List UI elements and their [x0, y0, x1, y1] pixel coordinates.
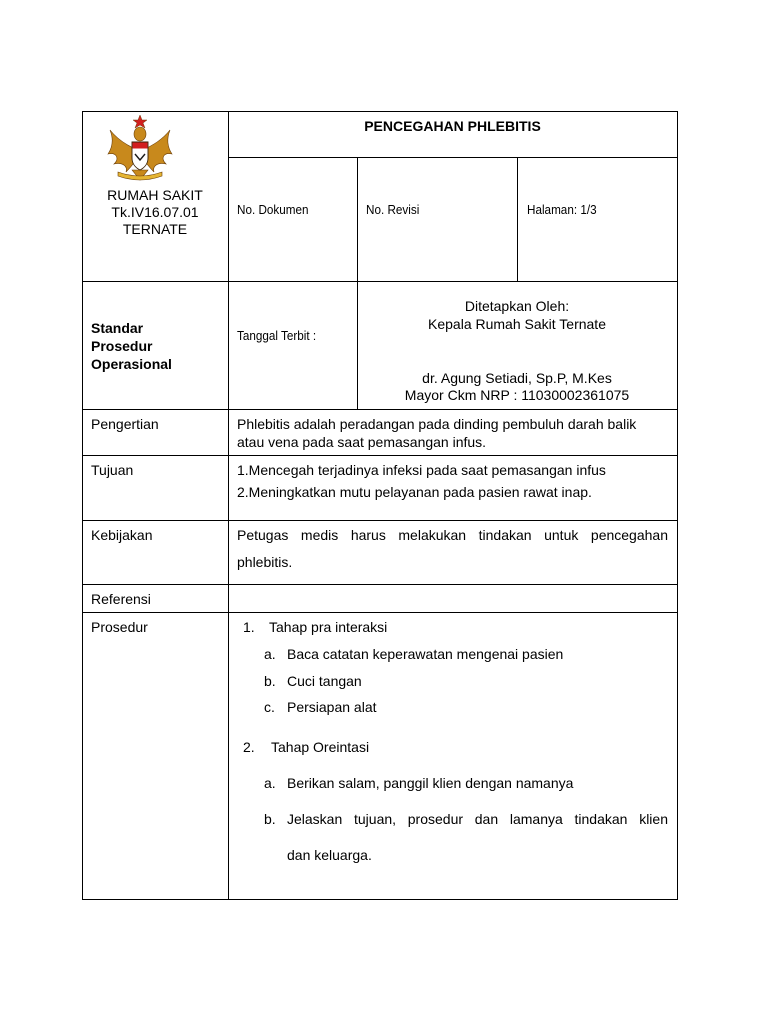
procedure-substep-text-line-2: dan keluarga. — [287, 847, 372, 863]
definition-label: Pengertian — [91, 416, 159, 432]
grid-line — [82, 584, 678, 585]
grid-line — [228, 111, 229, 900]
hospital-emblem-logo — [104, 114, 176, 182]
policy-text-line-2: phlebitis. — [237, 554, 293, 570]
policy-text-line-1: Petugas medis harus melakukan tindakan untuk pencegahan — [237, 527, 668, 543]
reference-label: Referensi — [91, 591, 151, 607]
grid-line — [82, 455, 678, 456]
hospital-name-line-1: RUMAH SAKIT — [107, 187, 203, 203]
procedure-substep-marker: c. — [264, 699, 275, 715]
grid-line — [82, 409, 678, 410]
sop-label-line-3: Operasional — [91, 356, 172, 372]
definition-text-line-1: Phlebitis adalah peradangan pada dinding pembuluh darah balik — [237, 416, 637, 432]
grid-line — [517, 157, 518, 281]
grid-line — [82, 520, 678, 521]
issue-date-label: Tanggal Terbit : — [237, 328, 317, 343]
procedure-step-2-number: 2. — [243, 739, 255, 755]
procedure-step-2-title: Tahap Oreintasi — [271, 739, 370, 755]
grid-line — [82, 281, 678, 282]
table-border-bottom — [82, 899, 678, 900]
procedure-substep-marker: b. — [264, 673, 276, 689]
table-border-top — [82, 111, 678, 112]
definition-text-line-2: atau vena pada saat pemasangan infus. — [237, 434, 487, 450]
purpose-item-2: 2.Meningkatkan mutu pelayanan pada pasien rawat inap. — [237, 484, 592, 500]
grid-line — [82, 612, 678, 613]
procedure-step-1-title: Tahap pra interaksi — [269, 619, 388, 635]
procedure-substep-text-line-1: Jelaskan tujuan, prosedur dan lamanya tindakan klien — [287, 811, 668, 827]
procedure-substep-text: Baca catatan keperawatan mengenai pasien — [287, 646, 564, 662]
approved-by-label: Ditetapkan Oleh: — [464, 298, 570, 314]
document-title: PENCEGAHAN PHLEBITIS — [364, 118, 541, 134]
procedure-substep-marker: a. — [264, 775, 276, 791]
hospital-name-line-2: Tk.IV16.07.01 — [111, 204, 199, 220]
approver-rank-nrp: Mayor Ckm NRP : 11030002361075 — [404, 387, 630, 403]
procedure-substep-text: Berikan salam, panggil klien dengan namanya — [287, 775, 574, 791]
purpose-label: Tujuan — [91, 462, 134, 478]
revision-number-label: No. Revisi — [366, 202, 420, 217]
sop-label-line-2: Prosedur — [91, 338, 153, 354]
procedure-substep-text: Persiapan alat — [287, 699, 377, 715]
table-border-right — [677, 111, 678, 900]
procedure-substep-text: Cuci tangan — [287, 673, 362, 689]
procedure-substep-marker: b. — [264, 811, 276, 827]
procedure-step-1-number: 1. — [243, 619, 255, 635]
purpose-item-1: 1.Mencegah terjadinya infeksi pada saat pemasangan infus — [237, 462, 606, 478]
approver-position: Kepala Rumah Sakit Ternate — [428, 316, 606, 332]
grid-line — [228, 157, 678, 158]
page-number-label: Halaman: 1/3 — [527, 202, 597, 217]
procedure-substep-marker: a. — [264, 646, 276, 662]
approver-name: dr. Agung Setiadi, Sp.P, M.Kes — [422, 370, 612, 386]
policy-label: Kebijakan — [91, 527, 153, 543]
hospital-name-line-3: TERNATE — [122, 221, 188, 237]
sop-label-line-1: Standar — [91, 320, 144, 336]
document-number-label: No. Dokumen — [237, 202, 309, 217]
procedure-label: Prosedur — [91, 619, 148, 635]
